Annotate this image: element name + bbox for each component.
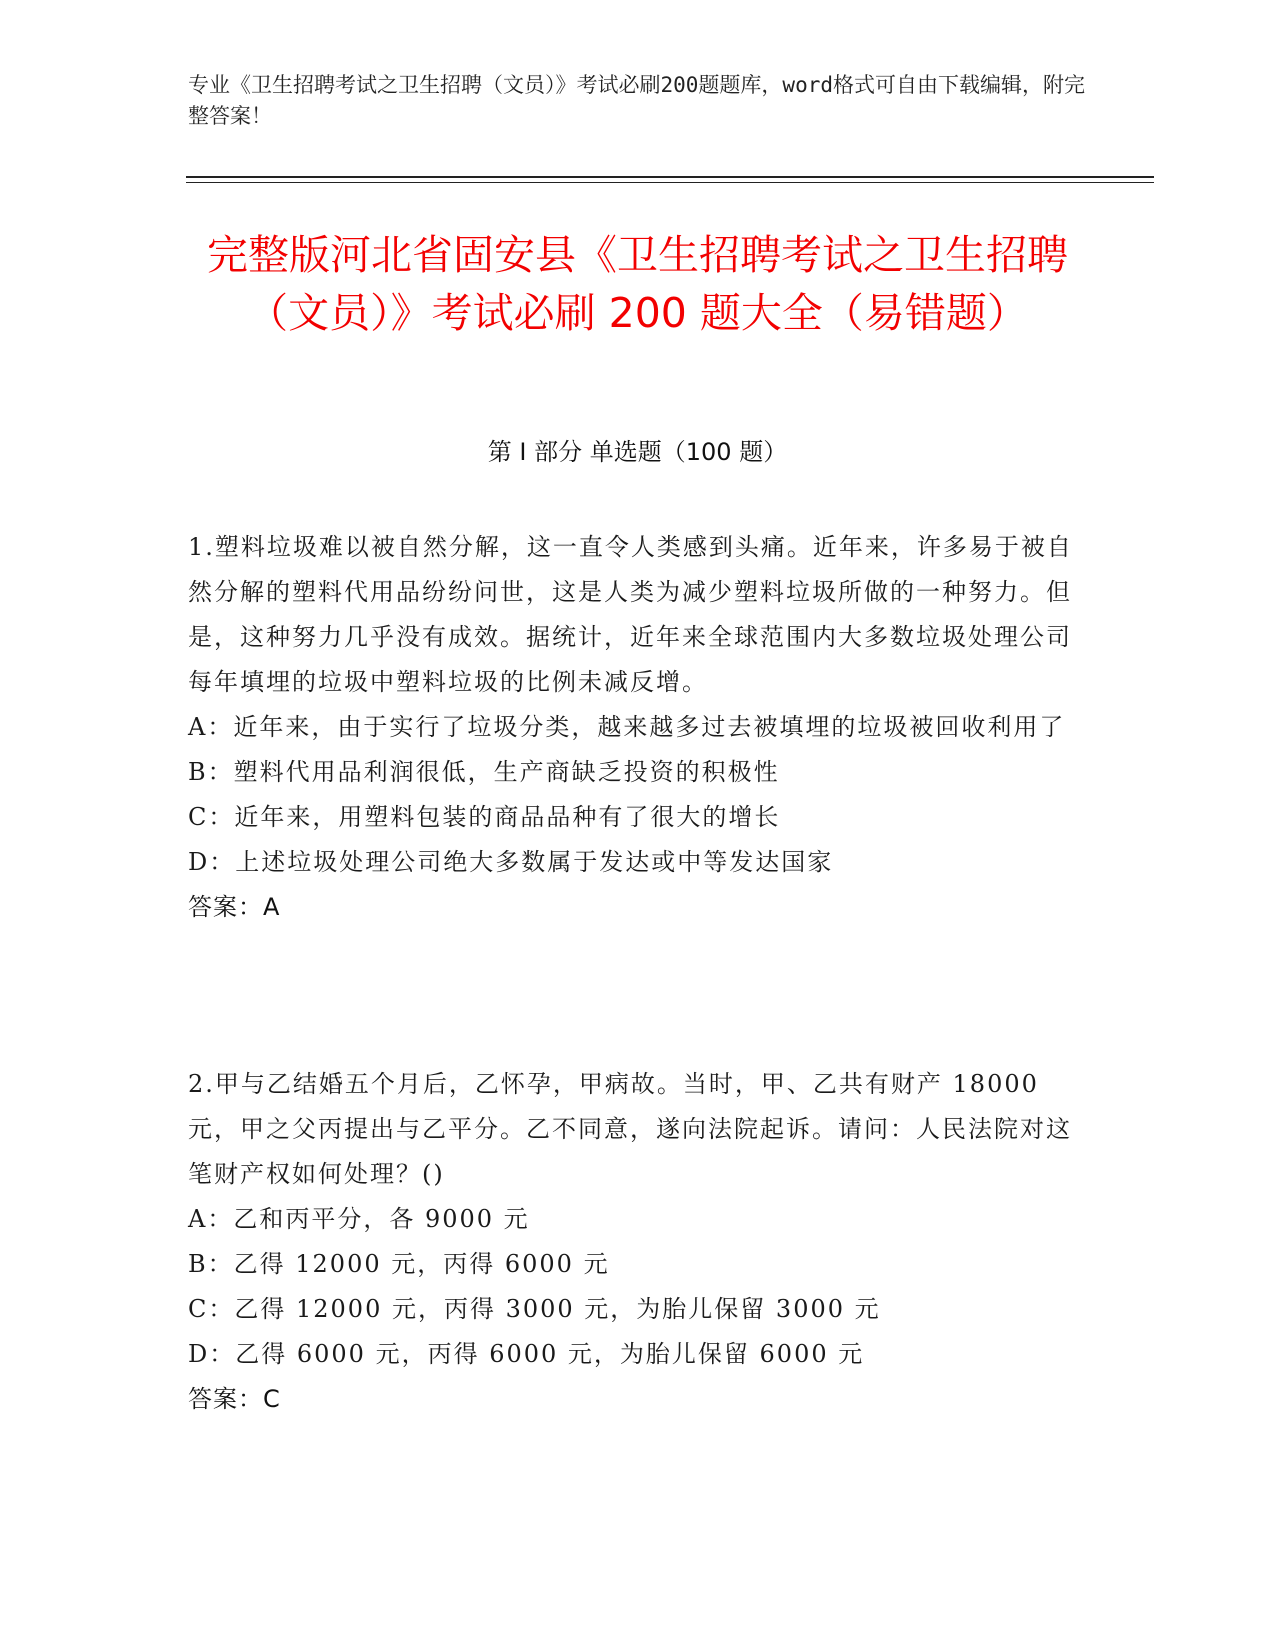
answer-line: 答案：A bbox=[188, 893, 281, 921]
header-divider-thin bbox=[186, 182, 1154, 183]
section-heading: 第 I 部分 单选题（100 题） bbox=[487, 438, 788, 466]
option-c: C：近年来，用塑料包装的商品品种有了很大的增长 bbox=[188, 803, 781, 831]
question-1 bbox=[188, 525, 1078, 930]
question-stem: 1.塑料垃圾难以被自然分解，这一直令人类感到头痛。近年来，许多易于被自然分解的塑料代用品纷纷问世，这是人类为减少塑料垃圾所做的一种努力。但是，这种努力几乎没有成效。据统计，近年来全球范围内大多数垃圾处理公司每年填埋的垃圾中塑料垃圾的比例未减反增。 bbox=[188, 533, 1073, 696]
question-2 bbox=[188, 1062, 1078, 1422]
answer-line: 答案：C bbox=[188, 1385, 281, 1413]
option-a: A：近年来，由于实行了垃圾分类，越来越多过去被填埋的垃圾被回收利用了 bbox=[188, 713, 1066, 741]
question-stem: 2.甲与乙结婚五个月后，乙怀孕，甲病故。当时，甲、乙共有财产 18000 元，甲之父丙提出与乙平分。乙不同意，遂向法院起诉。请问：人民法院对这笔财产权如何处理？() bbox=[188, 1070, 1072, 1188]
header-divider-thick bbox=[186, 176, 1154, 178]
option-b: B：乙得 12000 元，丙得 6000 元 bbox=[188, 1250, 610, 1278]
document-title: 完整版河北省固安县《卫生招聘考试之卫生招聘（文员）》考试必刷 200 题大全（易错题） bbox=[207, 231, 1068, 337]
option-d: D：乙得 6000 元，丙得 6000 元，为胎儿保留 6000 元 bbox=[188, 1340, 865, 1368]
option-a: A：乙和丙平分，各 9000 元 bbox=[188, 1205, 530, 1233]
option-b: B：塑料代用品利润很低，生产商缺乏投资的积极性 bbox=[188, 758, 780, 786]
header-note: 专业《卫生招聘考试之卫生招聘（文员）》考试必刷200题题库，word格式可自由下载编辑，附完整答案！ bbox=[188, 73, 1085, 128]
option-c: C：乙得 12000 元，丙得 3000 元，为胎儿保留 3000 元 bbox=[188, 1295, 881, 1323]
option-d: D：上述垃圾处理公司绝大多数属于发达或中等发达国家 bbox=[188, 848, 834, 876]
